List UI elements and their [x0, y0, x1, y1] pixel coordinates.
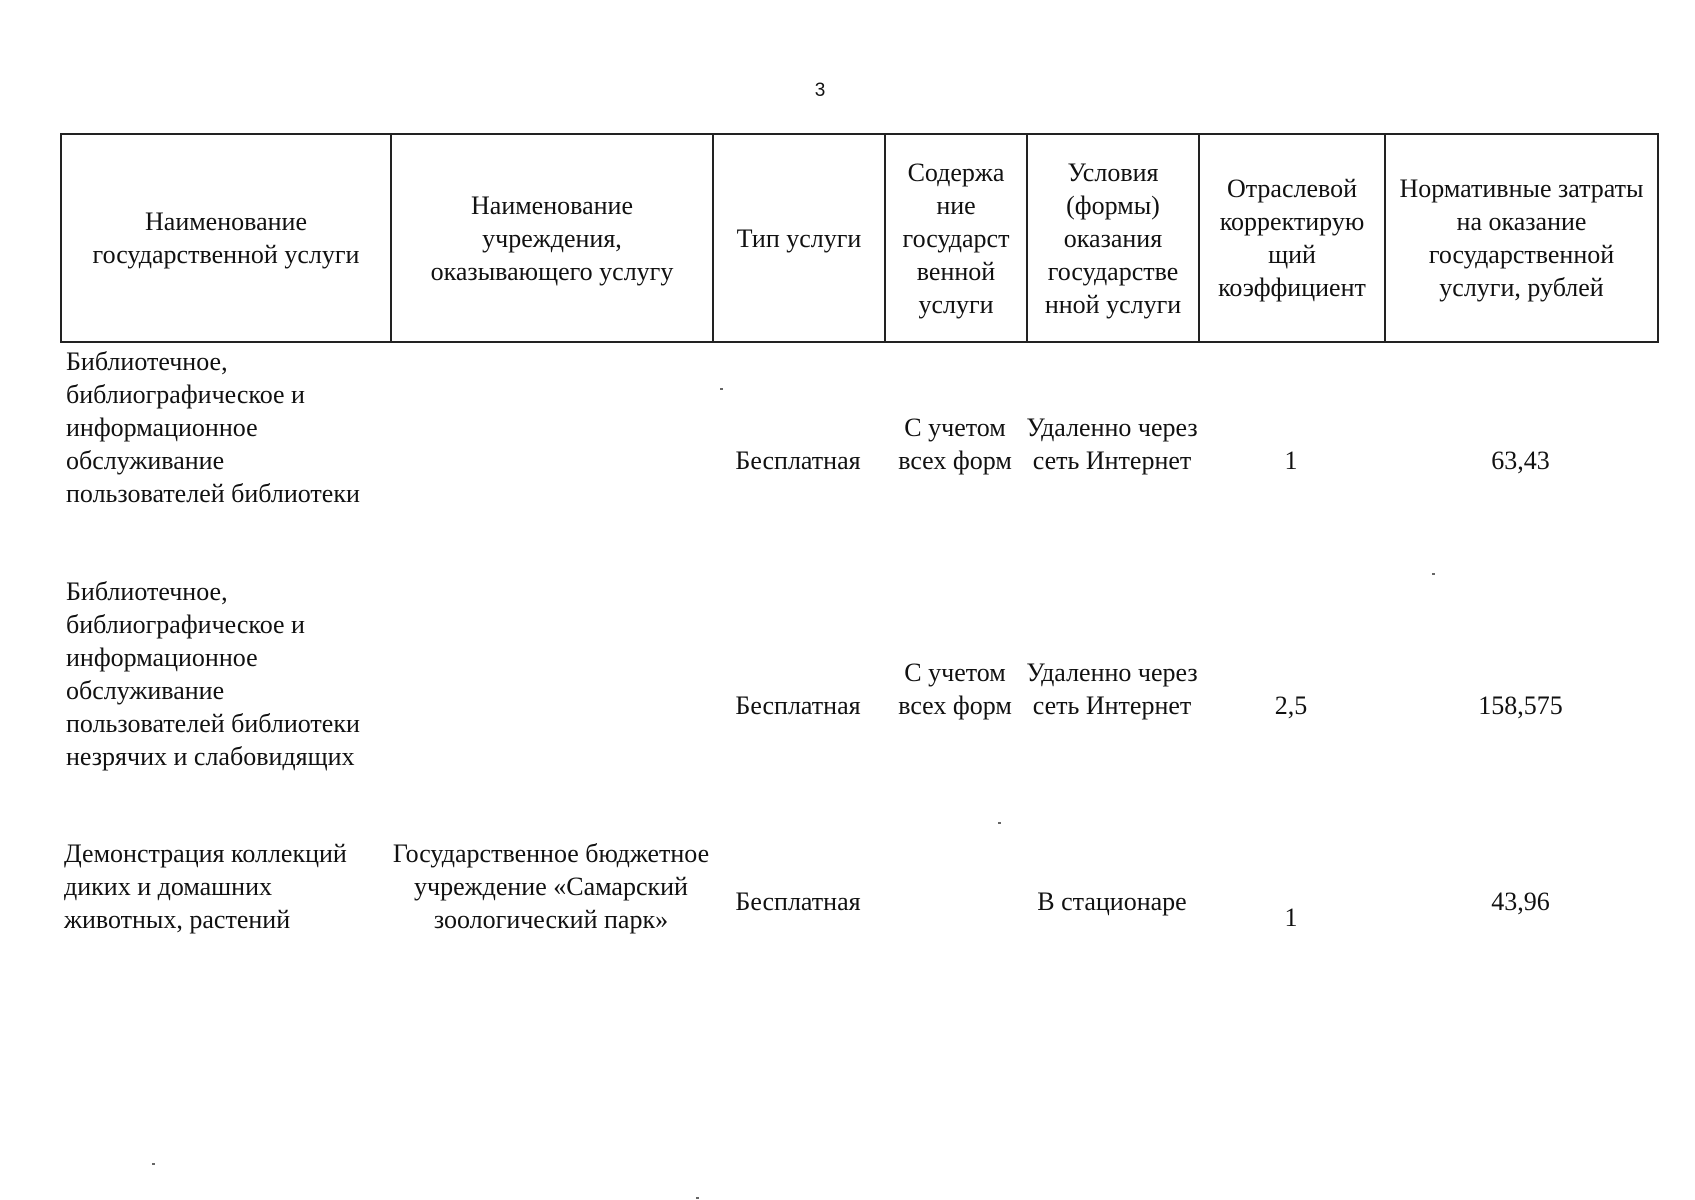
row-normative-cost: 158,575 — [1478, 691, 1563, 720]
row-service-content: С учетом всех форм — [898, 658, 1012, 720]
scan-speck — [696, 1197, 699, 1199]
row-service-type: Бесплатная — [735, 446, 861, 475]
header-service-content: Содержа ние государст венной услуги — [885, 134, 1027, 342]
row-service-conditions: Удаленно через сеть Интернет — [1026, 413, 1198, 475]
table-header — [60, 133, 1659, 343]
row-normative-cost: 63,43 — [1491, 446, 1550, 475]
header-service-conditions: Условия (формы) оказания государстве нной услуги — [1027, 134, 1199, 342]
header-institution-name: Наименование учреждения, оказывающего услугу — [391, 134, 713, 342]
row-service-type: Бесплатная — [735, 887, 861, 916]
scan-speck — [152, 1163, 155, 1165]
header-service-name: Наименование государственной услуги — [61, 134, 391, 342]
row-coefficient: 1 — [1284, 903, 1298, 932]
row-service-conditions: Удаленно через сеть Интернет — [1026, 658, 1198, 720]
row-service-content: С учетом всех форм — [898, 413, 1012, 475]
row-service-name: Демонстрация коллекций диких и домашних животных, растений — [64, 839, 347, 934]
row-institution: Государственное бюджетное учреждение «Самарский зоологический парк» — [392, 839, 710, 934]
scan-speck — [998, 822, 1001, 824]
row-normative-cost: 43,96 — [1491, 887, 1550, 916]
header-normative-cost: Нормативные затраты на оказание государственной услуги, рублей — [1385, 134, 1658, 342]
scan-speck — [720, 388, 723, 390]
row-service-conditions: В стационаре — [1037, 887, 1187, 916]
row-service-name: Библиотечное, библиографическое и информационное обслуживание пользователей библиотеки — [66, 347, 360, 508]
row-service-name: Библиотечное, библиографическое и информационное обслуживание пользователей библиотеки незрячих и слабовидящих — [66, 577, 360, 771]
header-coefficient: Отраслевой корректирую щий коэффициент — [1199, 134, 1385, 342]
page-number: 3 — [814, 80, 826, 101]
row-service-type: Бесплатная — [735, 691, 861, 720]
scan-speck — [1432, 573, 1435, 575]
row-coefficient: 2,5 — [1274, 691, 1308, 720]
header-service-type: Тип услуги — [713, 134, 885, 342]
row-coefficient: 1 — [1284, 446, 1298, 475]
